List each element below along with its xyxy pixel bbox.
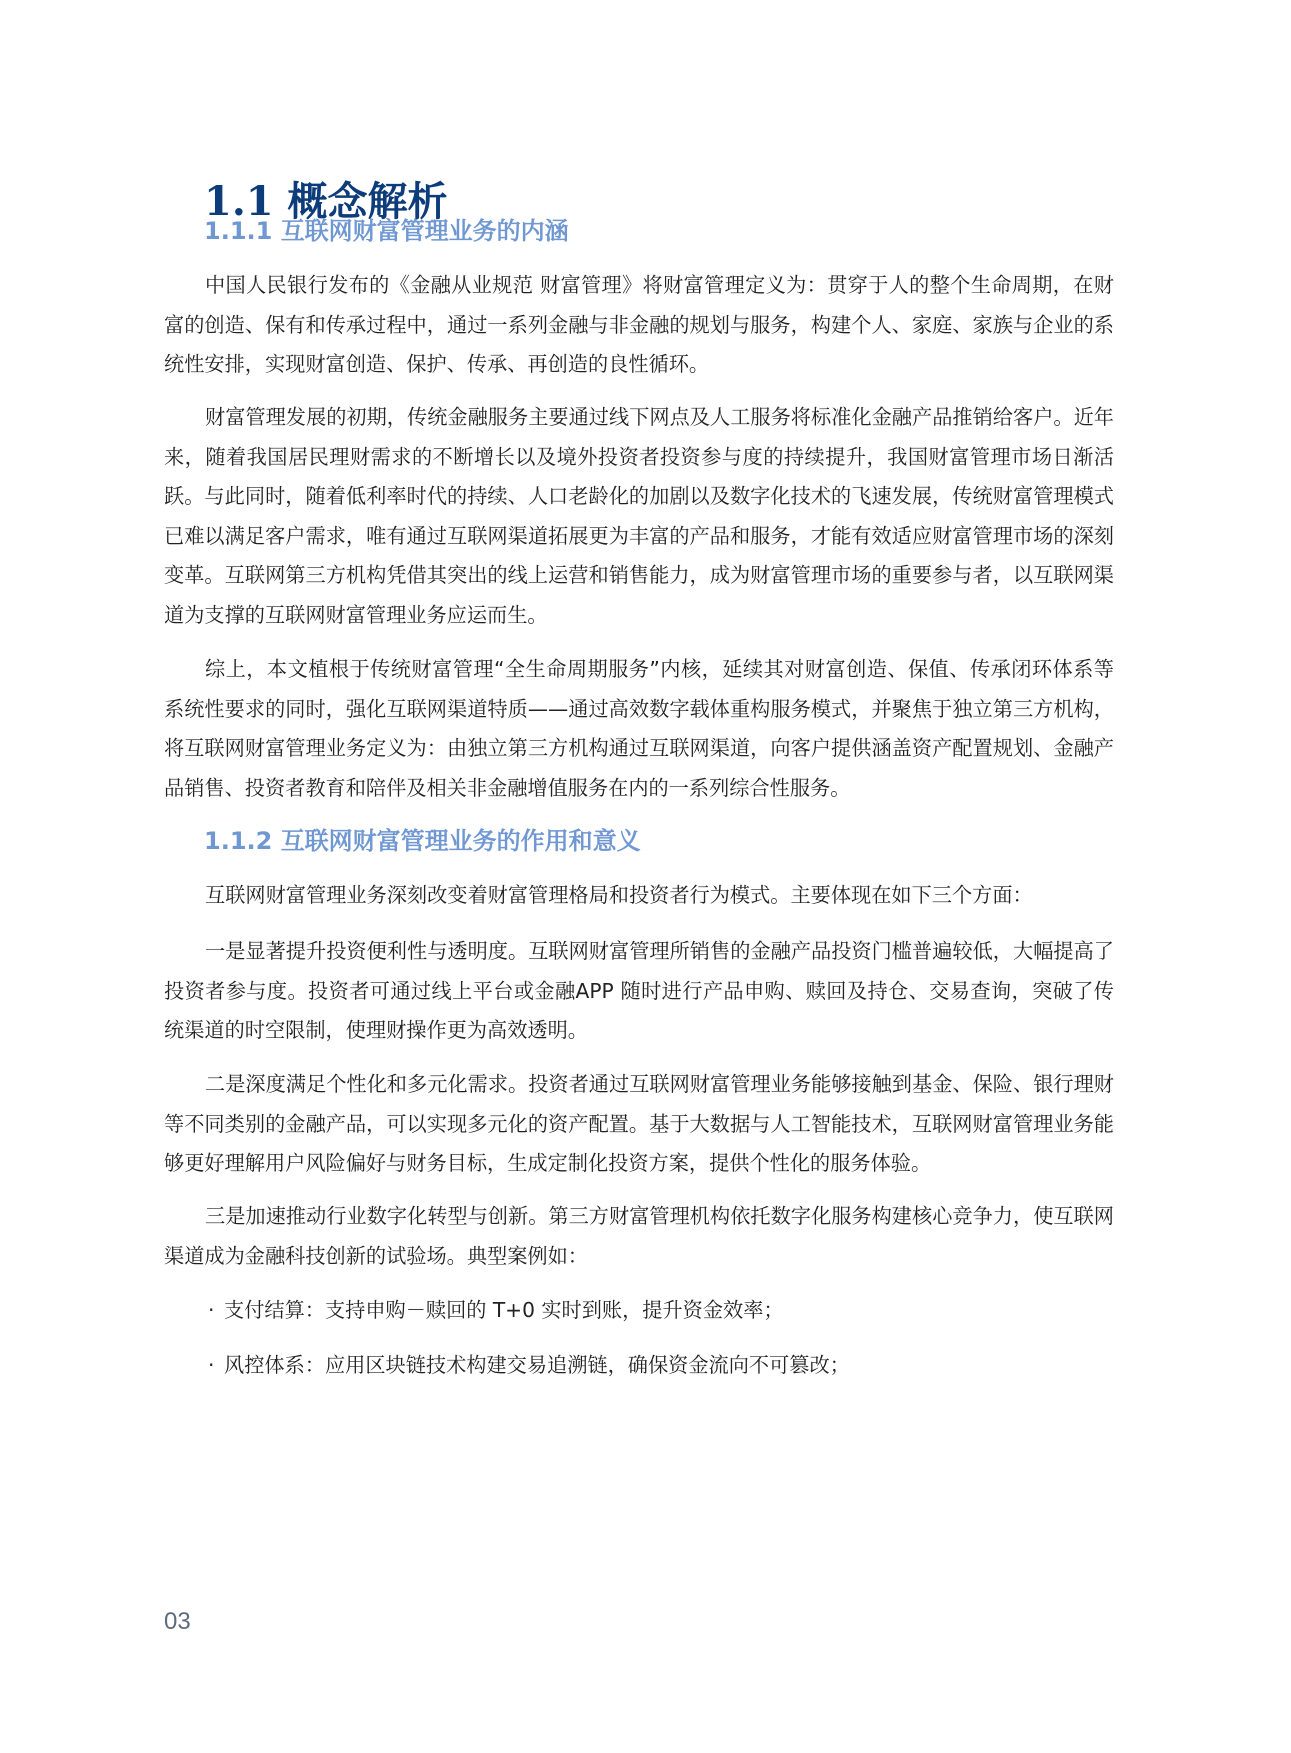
bullet-dot-icon: · — [208, 1298, 215, 1322]
paragraph: 财富管理发展的初期，传统金融服务主要通过线下网点及人工服务将标准化金融产品推销给客户。近年来，随着我国居民理财需求的不断增长以及境外投资者投资参与度的持续提升，我国财富管理市场日渐活跃。与此同时，随着低利率时代的持续、人口老龄化的加剧以及数字化技术的飞速发展，传统财富管理模式已难以满足客户需求，唯有通过互联网渠道拓展更为丰富的产品和服务，才能有效适应财富管理市场的深刻变革。互联网第三方机构凭借其突出的线上运营和销售能力，成为财富管理市场的重要参与者，以互联网渠道为支撑的互联网财富管理业务应运而生。 — [164, 405, 1114, 627]
bullet-item — [208, 1291, 784, 1331]
page-number: 03 — [164, 1608, 191, 1635]
paragraph: 三是加速推动行业数字化转型与创新。第三方财富管理机构依托数字化服务构建核心竞争力，使互联网渠道成为金融科技创新的试验场。典型案例如： — [164, 1204, 1114, 1268]
paragraph: 综上，本文植根于传统财富管理“全生命周期服务”内核，延续其对财富创造、保值、传承闭环体系等系统性要求的同时，强化互联网渠道特质——通过高效数字载体重构服务模式，并聚焦于独立第三方机构，将互联网财富管理业务定义为：由独立第三方机构通过互联网渠道，向客户提供涵盖资产配置规划、金融产品销售、投资者教育和陪伴及相关非金融增值服务在内的一系列综合性服务。 — [164, 657, 1114, 800]
paragraph: 二是深度满足个性化和多元化需求。投资者通过互联网财富管理业务能够接触到基金、保险、银行理财等不同类别的金融产品，可以实现多元化的资产配置。基于大数据与人工智能技术，互联网财富管理业务能够更好理解用户风险偏好与财务目标，生成定制化投资方案，提供个性化的服务体验。 — [164, 1072, 1114, 1175]
subsection-title-1-1-2: 1.1.2 互联网财富管理业务的作用和意义 — [204, 827, 641, 855]
paragraph: 互联网财富管理业务深刻改变着财富管理格局和投资者行为模式。主要体现在如下三个方面： — [205, 883, 1033, 907]
paragraph: 中国人民银行发布的《金融从业规范 财富管理》将财富管理定义为：贯穿于人的整个生命周期，在财富的创造、保有和传承过程中，通过一系列金融与非金融的规划与服务，构建个人、家庭、家族与企业的系统性安排，实现财富创造、保护、传承、再创造的良性循环。 — [164, 273, 1114, 376]
paragraph: 一是显著提升投资便利性与透明度。互联网财富管理所销售的金融产品投资门槛普遍较低，大幅提高了投资者参与度。投资者可通过线上平台或金融APP 随时进行产品申购、赎回及持仓、交易查询，突破了传统渠道的时空限制，使理财操作更为高效透明。 — [164, 939, 1114, 1042]
bullet-dot-icon: · — [208, 1353, 215, 1377]
section-title: 1.1 概念解析 — [204, 178, 448, 225]
bullet-item — [208, 1346, 850, 1386]
bullet-text: 支付结算：支持申购－赎回的 T+0 实时到账，提升资金效率； — [224, 1298, 784, 1322]
subsection-title-1-1-1: 1.1.1 互联网财富管理业务的内涵 — [204, 217, 569, 245]
bullet-text: 风控体系：应用区块链技术构建交易追溯链，确保资金流向不可篡改； — [224, 1353, 850, 1377]
